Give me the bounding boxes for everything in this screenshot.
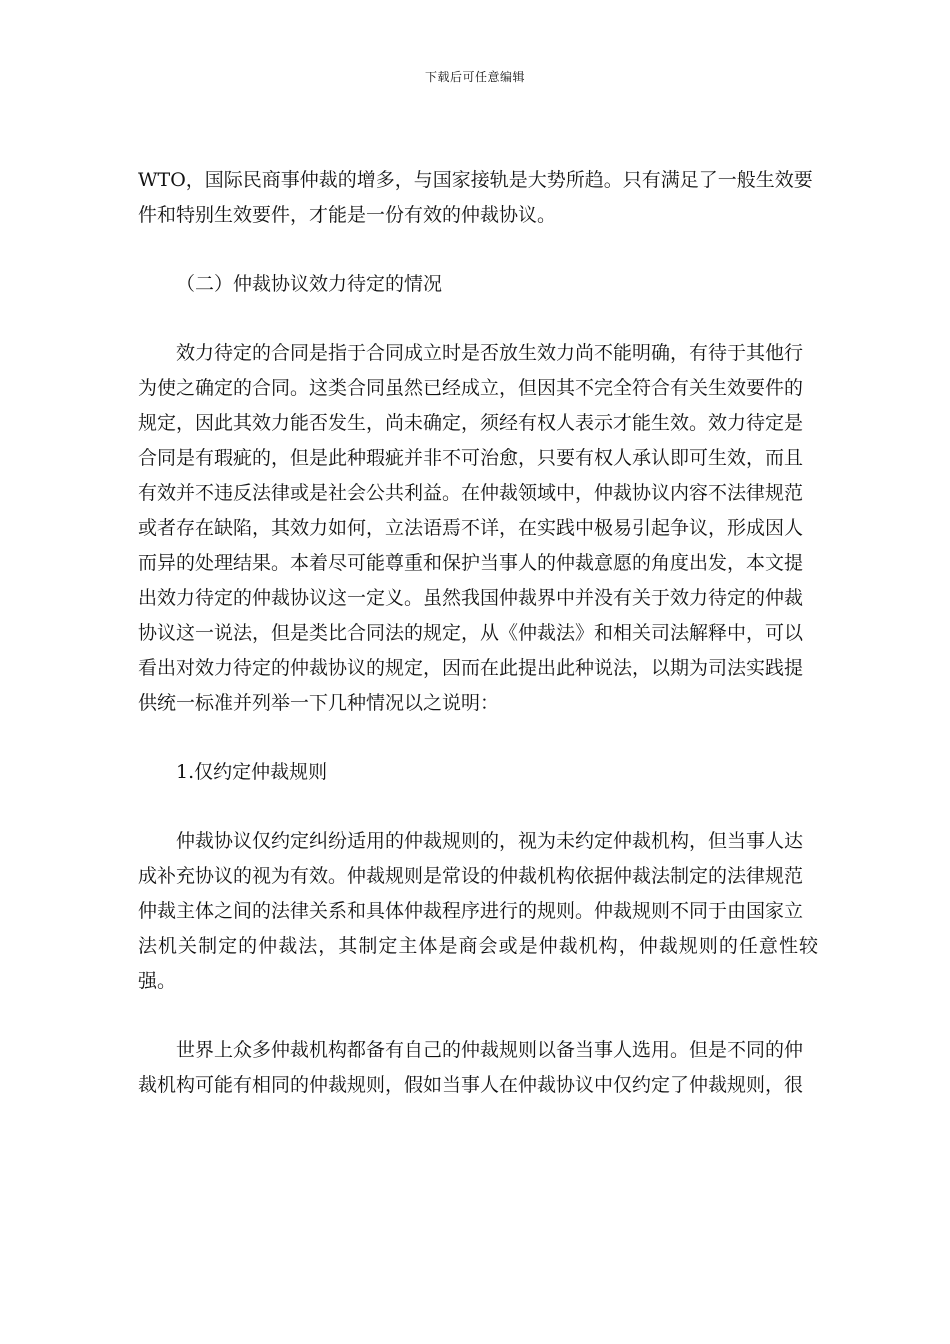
paragraph-line: 成补充协议的视为有效。仲裁规则是常设的仲裁机构依据仲裁法制定的法律规范 [138,865,804,887]
paragraph-line: 裁机构可能有相同的仲裁规则，假如当事人在仲裁协议中仅约定了仲裁规则，很 [138,1074,804,1096]
paragraph-line: 看出对效力待定的仲裁协议的规定，因而在此提出此种说法，以期为司法实践提 [138,657,804,679]
paragraph-line: 或者存在缺陷，其效力如何，立法语焉不详，在实践中极易引起争议，形成因人 [138,517,804,539]
paragraph-line: 仲裁协议仅约定纠纷适用的仲裁规则的，视为未约定仲裁机构，但当事人达 [176,830,804,852]
paragraph-arbitration-institutions [138,1033,818,1103]
paragraph-line: 而异的处理结果。本着尽可能尊重和保护当事人的仲裁意愿的角度出发，本文提 [138,552,804,574]
paragraph-line: 件和特别生效要件，才能是一份有效的仲裁协议。 [138,204,557,226]
paragraph-line: 效力待定的合同是指于合同成立时是否放生效力尚不能明确，有待于其他行 [176,342,804,364]
paragraph-rules-only [138,824,818,999]
paragraph-line: 为使之确定的合同。这类合同虽然已经成立，但因其不完全符合有关生效要件的 [138,377,804,399]
paragraph-line: 合同是有瑕疵的，但是此种瑕疵并非不可治愈，只要有权人承认即可生效，而且 [138,447,804,469]
paragraph-line: 法机关制定的仲裁法，其制定主体是商会或是仲裁机构，仲裁规则的任意性较强。 [138,935,818,992]
section-heading-pending-validity: （二）仲裁协议效力待定的情况 [176,273,443,295]
paragraph-pending-validity [138,336,818,721]
page-header-note: 下载后可任意编辑 [424,70,525,84]
paragraph-line: 有效并不违反法律或是社会公共利益。在仲裁领域中，仲裁协议内容不法律规范 [138,482,804,504]
paragraph-wto-intro [138,163,818,233]
paragraph-line: 世界上众多仲裁机构都备有自己的仲裁规则以备当事人选用。但是不同的仲 [176,1039,804,1061]
paragraph-line: 出效力待定的仲裁协议这一定义。虽然我国仲裁界中并没有关于效力待定的仲裁 [138,587,804,609]
paragraph-line: 仲裁主体之间的法律关系和具体仲裁程序进行的规则。仲裁规则不同于由国家立 [138,900,804,922]
document-body [138,163,818,1103]
paragraph-line: 供统一标准并列举一下几种情况以之说明： [138,692,500,714]
section-heading-rules-only: 1.仅约定仲裁规则 [176,761,328,783]
paragraph-line: WTO，国际民商事仲裁的增多，与国家接轨是大势所趋。只有满足了一般生效要 [138,169,813,191]
paragraph-line: 协议这一说法，但是类比合同法的规定，从《仲裁法》和相关司法解释中，可以 [138,622,804,644]
paragraph-line: 规定，因此其效力能否发生，尚未确定，须经有权人表示才能生效。效力待定是 [138,412,804,434]
